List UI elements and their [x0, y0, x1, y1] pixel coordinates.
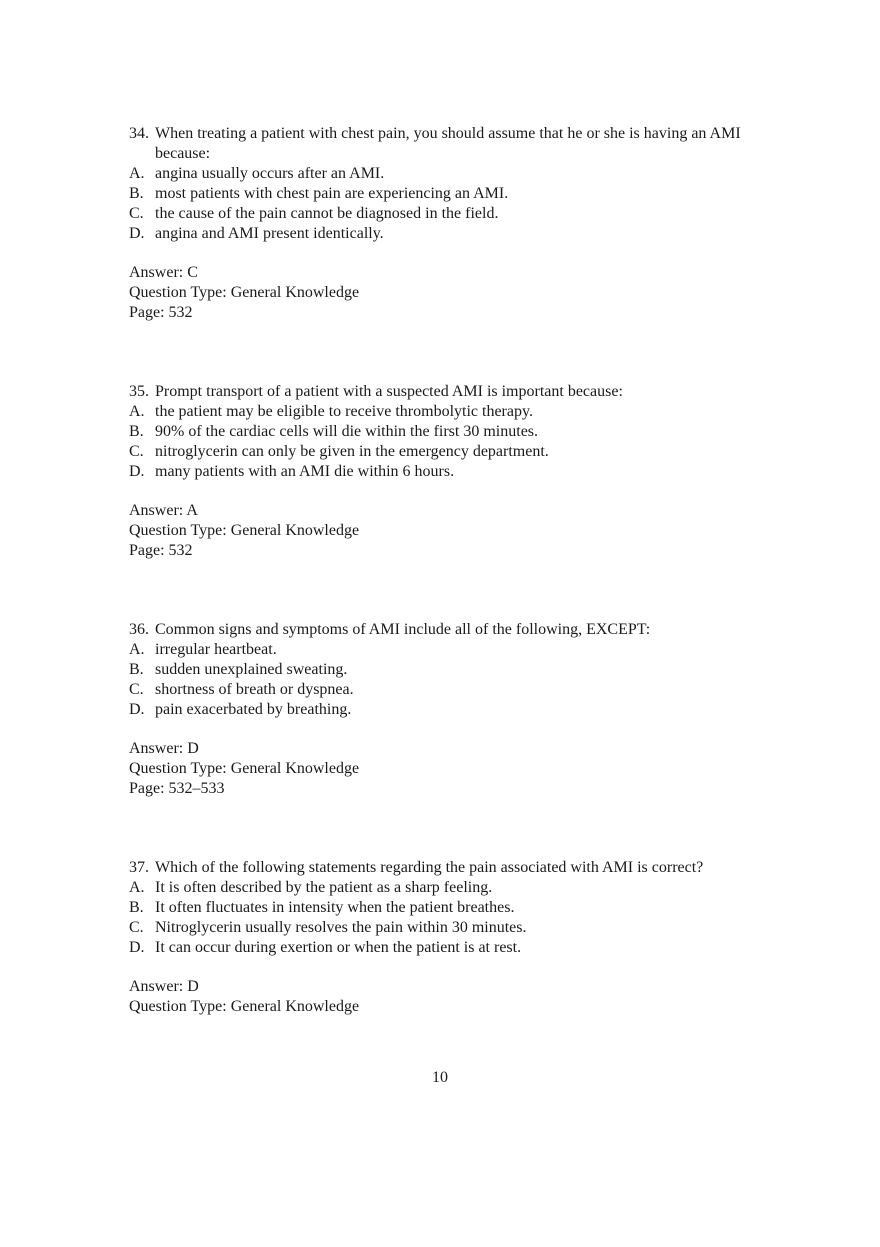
question-meta: [129, 977, 769, 1017]
option-letter: B.: [129, 185, 144, 202]
option-c: [129, 204, 769, 224]
option-text: 90% of the cardiac cells will die within the first 30 minutes.: [155, 423, 539, 440]
question-type-line: Question Type: General Knowledge: [129, 998, 360, 1015]
option-letter: A.: [129, 403, 145, 420]
option-c: [129, 680, 769, 700]
question-text: When treating a patient with chest pain, you should assume that he or she is having an AMI because:: [155, 125, 741, 162]
option-letter: A.: [129, 641, 145, 658]
option-letter: D.: [129, 463, 145, 480]
question-type-line: Question Type: General Knowledge: [129, 284, 360, 301]
question-34: [129, 124, 769, 323]
option-letter: A.: [129, 879, 145, 896]
option-letter: C.: [129, 443, 144, 460]
option-text: the cause of the pain cannot be diagnosed in the field.: [155, 205, 499, 222]
option-text: angina and AMI present identically.: [155, 225, 384, 242]
option-b: [129, 898, 769, 918]
option-letter: C.: [129, 681, 144, 698]
option-letter: D.: [129, 225, 145, 242]
question-stem: [129, 858, 769, 878]
option-d: [129, 700, 769, 720]
page-number: 10: [432, 1069, 448, 1086]
option-d: [129, 938, 769, 958]
option-text: pain exacerbated by breathing.: [155, 701, 352, 718]
question-36: [129, 620, 769, 799]
question-text: Prompt transport of a patient with a suspected AMI is important because:: [155, 383, 623, 400]
option-b: [129, 422, 769, 442]
question-35: [129, 382, 769, 561]
question-stem: [129, 124, 769, 164]
option-text: shortness of breath or dyspnea.: [155, 681, 354, 698]
option-text: irregular heartbeat.: [155, 641, 277, 658]
option-letter: B.: [129, 661, 144, 678]
option-letter: C.: [129, 919, 144, 936]
answer-line: Answer: C: [129, 264, 198, 281]
question-stem: [129, 382, 769, 402]
option-text: Nitroglycerin usually resolves the pain within 30 minutes.: [155, 919, 527, 936]
option-letter: D.: [129, 701, 145, 718]
option-c: [129, 442, 769, 462]
page-reference-line: Page: 532: [129, 542, 193, 559]
question-type-line: Question Type: General Knowledge: [129, 760, 360, 777]
option-d: [129, 224, 769, 244]
answer-line: Answer: A: [129, 502, 198, 519]
option-text: most patients with chest pain are experiencing an AMI.: [155, 185, 509, 202]
option-text: the patient may be eligible to receive thrombolytic therapy.: [155, 403, 533, 420]
question-meta: [129, 263, 769, 323]
question-text: Common signs and symptoms of AMI include all of the following, EXCEPT:: [155, 621, 651, 638]
question-number: 36.: [129, 621, 149, 638]
option-text: It can occur during exertion or when the patient is at rest.: [155, 939, 522, 956]
page-reference-line: Page: 532–533: [129, 780, 225, 797]
question-number: 37.: [129, 859, 149, 876]
question-37: [129, 858, 769, 1017]
option-text: It is often described by the patient as a sharp feeling.: [155, 879, 493, 896]
option-text: many patients with an AMI die within 6 hours.: [155, 463, 455, 480]
question-number: 34.: [129, 125, 149, 142]
option-letter: C.: [129, 205, 144, 222]
option-a: [129, 878, 769, 898]
option-letter: D.: [129, 939, 145, 956]
question-number: 35.: [129, 383, 149, 400]
question-meta: [129, 501, 769, 561]
option-text: sudden unexplained sweating.: [155, 661, 348, 678]
option-c: [129, 918, 769, 938]
option-a: [129, 640, 769, 660]
option-a: [129, 402, 769, 422]
option-b: [129, 660, 769, 680]
answer-line: Answer: D: [129, 740, 199, 757]
option-b: [129, 184, 769, 204]
option-text: nitroglycerin can only be given in the emergency department.: [155, 443, 549, 460]
answer-line: Answer: D: [129, 978, 199, 995]
question-type-line: Question Type: General Knowledge: [129, 522, 360, 539]
question-stem: [129, 620, 769, 640]
option-letter: B.: [129, 423, 144, 440]
option-a: [129, 164, 769, 184]
question-text: Which of the following statements regarding the pain associated with AMI is correct?: [155, 859, 704, 876]
page-reference-line: Page: 532: [129, 304, 193, 321]
question-meta: [129, 739, 769, 799]
option-text: angina usually occurs after an AMI.: [155, 165, 385, 182]
option-letter: A.: [129, 165, 145, 182]
option-d: [129, 462, 769, 482]
option-text: It often fluctuates in intensity when the patient breathes.: [155, 899, 515, 916]
option-letter: B.: [129, 899, 144, 916]
